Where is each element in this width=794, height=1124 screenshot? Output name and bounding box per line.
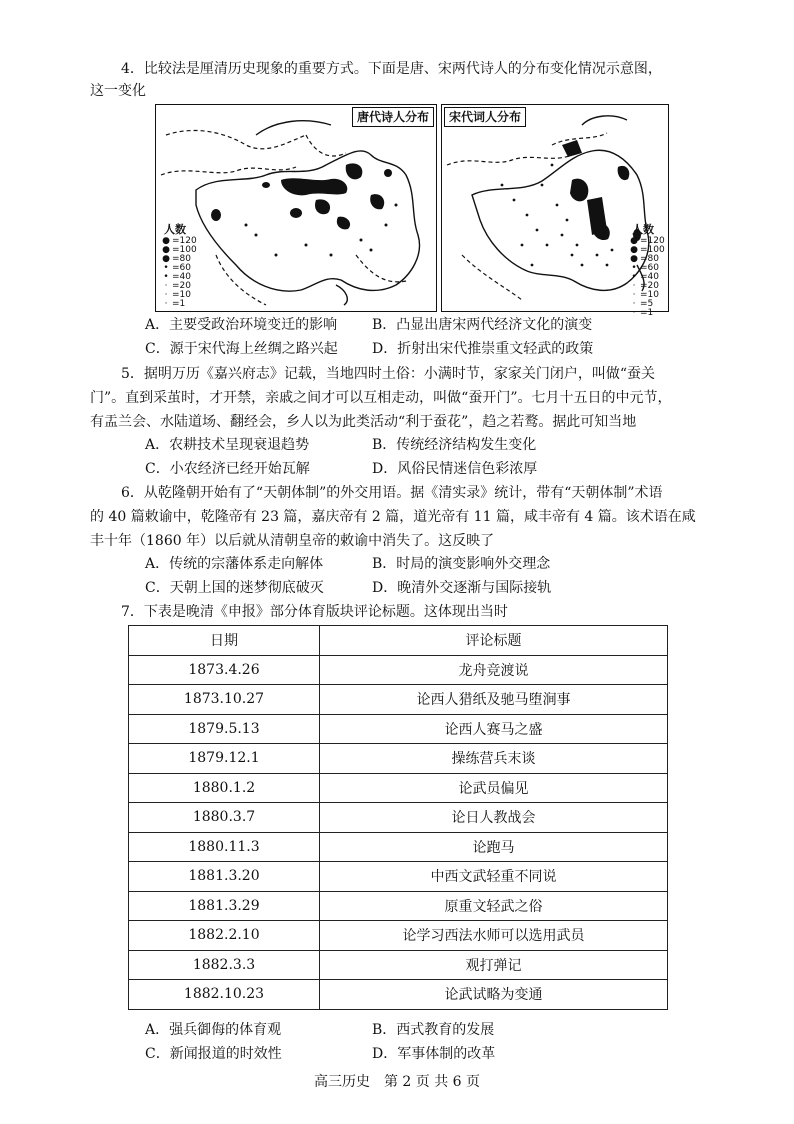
table-row	[129, 685, 668, 715]
legend-item: 60	[179, 263, 191, 273]
cell-title: 论西人猎纸及驰马堕涧事	[320, 685, 668, 715]
table-row	[129, 773, 668, 803]
table-row	[129, 714, 668, 744]
q6-stem-line1: 6．从乾隆朝开始有了“天朝体制”的外交用语。据《清实录》统计，带有“天朝体制”术语	[121, 485, 663, 501]
q5-option-d[interactable]: D．风俗民情迷信色彩浓厚	[372, 461, 538, 477]
cell-title: 论跑马	[320, 832, 668, 862]
legend-item: 1	[647, 308, 654, 318]
table-row	[129, 862, 668, 892]
table-row	[129, 655, 668, 685]
q5-option-b[interactable]: B．传统经济结构发生变化	[372, 437, 537, 453]
q4-option-b[interactable]: B．凸显出唐宋两代经济文化的演变	[372, 317, 593, 333]
q5-stem-line3: 有盂兰会、水陆道场、翻经会，乡人以为此类活动“利于蚕花”，趋之若鹜。据此可知当地	[90, 414, 637, 430]
legend-item: 1	[179, 299, 186, 309]
header-date: 日期	[129, 626, 320, 656]
legend-item: 40	[647, 272, 659, 282]
cell-date: 1879.12.1	[129, 744, 320, 774]
legend-item: 10	[179, 290, 191, 300]
cell-date: 1881.3.20	[129, 862, 320, 892]
cell-date: 1880.11.3	[129, 832, 320, 862]
cell-title: 论武员偏见	[320, 773, 668, 803]
cell-date: 1881.3.29	[129, 891, 320, 921]
cell-date: 1873.10.27	[129, 685, 320, 715]
legend-item: 60	[647, 263, 659, 273]
q7-stem: 7．下表是晚清《申报》部分体育版块评论标题。这体现出当时	[121, 604, 508, 620]
cell-title: 操练营兵末谈	[320, 744, 668, 774]
shenbao-sports-table	[128, 625, 668, 1010]
legend-item: 40	[179, 272, 191, 282]
q6-stem-line3: 丰十年（1860 年）以后就从清朝皇帝的敕谕中消失了。这反映了	[90, 533, 495, 549]
q4-option-c[interactable]: C．源于宋代海上丝绸之路兴起	[145, 341, 338, 357]
table-row	[129, 980, 668, 1010]
q5-stem-line2: 门”。直到采茧时，才开禁，亲戚之间才可以互相走动，叫做“蚕开门”。七月十五日的中元节，	[90, 390, 672, 406]
q6-stem-line2: 的 40 篇敕谕中，乾隆帝有 23 篇，嘉庆帝有 2 篇，道光帝有 11 篇，咸丰帝有 4 篇。该术语在咸	[90, 509, 696, 525]
q4-option-a[interactable]: A．主要受政治环境变迁的影响	[145, 317, 338, 333]
q4-options-row2	[145, 338, 594, 360]
table-row	[129, 950, 668, 980]
page-footer: 高三历史 第 2 页 共 6 页	[313, 1074, 481, 1090]
q5-option-c[interactable]: C．小农经济已经开始瓦解	[145, 461, 310, 477]
legend-item: 5	[647, 299, 654, 309]
cell-date: 1882.2.10	[129, 921, 320, 951]
q7-option-b[interactable]: B．西式教育的发展	[372, 1022, 495, 1038]
q5-options-row1	[145, 434, 537, 456]
cell-title: 龙舟竞渡说	[320, 655, 668, 685]
q4-stem-line1: 4．比较法是厘清历史现象的重要方式。下面是唐、宋两代诗人的分布变化情况示意图，	[121, 61, 662, 77]
cell-title: 论学习西法水师可以选用武员	[320, 921, 668, 951]
q7-option-a[interactable]: A．强兵御侮的体育观	[145, 1022, 282, 1038]
q6-options-row1	[145, 553, 551, 575]
q6-option-d[interactable]: D．晚清外交逐渐与国际接轨	[372, 580, 552, 596]
table-row	[129, 891, 668, 921]
q4-options-row1	[145, 314, 593, 336]
table-row	[129, 744, 668, 774]
cell-date: 1880.1.2	[129, 773, 320, 803]
legend-title: 人数	[632, 223, 654, 236]
header-title: 评论标题	[320, 626, 668, 656]
cell-title: 原重文轻武之俗	[320, 891, 668, 921]
legend-item: 20	[179, 281, 191, 291]
q7-options-row1	[145, 1019, 495, 1041]
tang-poets-map	[155, 104, 437, 312]
legend-item: 20	[647, 281, 659, 291]
q7-options-row2	[145, 1043, 496, 1065]
q6-options-row2	[145, 577, 552, 599]
table-header-row	[129, 626, 668, 656]
legend-item: 120	[647, 236, 665, 246]
q6-option-b[interactable]: B．时局的演变影响外交理念	[372, 556, 551, 572]
cell-date: 1879.5.13	[129, 714, 320, 744]
q5-stem-line1: 5．据明万历《嘉兴府志》记载，当地四时土俗：小满时节，家家关门闭户，叫做“蚕关	[121, 366, 656, 382]
q4-option-d[interactable]: D．折射出宋代推崇重文轻武的政策	[372, 341, 594, 357]
legend-item: 100	[647, 245, 665, 255]
legend-title: 人数	[164, 223, 186, 236]
table-row	[129, 832, 668, 862]
q7-option-c[interactable]: C．新闻报道的时效性	[145, 1046, 282, 1062]
tang-map-title: 唐代诗人分布	[352, 107, 434, 127]
table-row	[129, 803, 668, 833]
cell-title: 观打弹记	[320, 950, 668, 980]
q6-option-a[interactable]: A．传统的宗藩体系走向解体	[145, 556, 324, 572]
legend-item: 80	[179, 254, 191, 264]
q6-option-c[interactable]: C．天朝上国的迷梦彻底破灭	[145, 580, 324, 596]
legend-item: 80	[647, 254, 659, 264]
cell-date: 1873.4.26	[129, 655, 320, 685]
q5-option-a[interactable]: A．农耕技术呈现衰退趋势	[145, 437, 310, 453]
tang-map-drawing	[156, 105, 436, 311]
tang-map-legend: 人数 ● = 120 ● = 100 ● = 80 • = 60 • = 40 · = 20 · = 10 · = 1	[162, 223, 197, 309]
song-map-title: 宋代词人分布	[444, 107, 526, 127]
cell-date: 1882.3.3	[129, 950, 320, 980]
cell-title: 中西文武轻重不同说	[320, 862, 668, 892]
cell-date: 1880.3.7	[129, 803, 320, 833]
legend-item: 100	[179, 245, 197, 255]
song-map-legend: 人数 ● = 120 ● = 100 ● = 80 • = 60 • = 40 · = 20 · = 10 · = 5 · = 1	[630, 223, 665, 318]
cell-title: 论武试略为变通	[320, 980, 668, 1010]
song-ci-poets-map	[441, 104, 669, 318]
q4-stem-line2: 这一变化	[90, 83, 146, 99]
cell-date: 1882.10.23	[129, 980, 320, 1010]
cell-title: 论日人教战会	[320, 803, 668, 833]
legend-item: 120	[179, 236, 197, 246]
cell-title: 论西人赛马之盛	[320, 714, 668, 744]
q5-options-row2	[145, 458, 538, 480]
table-row	[129, 921, 668, 951]
q7-option-d[interactable]: D．军事体制的改革	[372, 1046, 496, 1062]
legend-item: 10	[647, 290, 659, 300]
